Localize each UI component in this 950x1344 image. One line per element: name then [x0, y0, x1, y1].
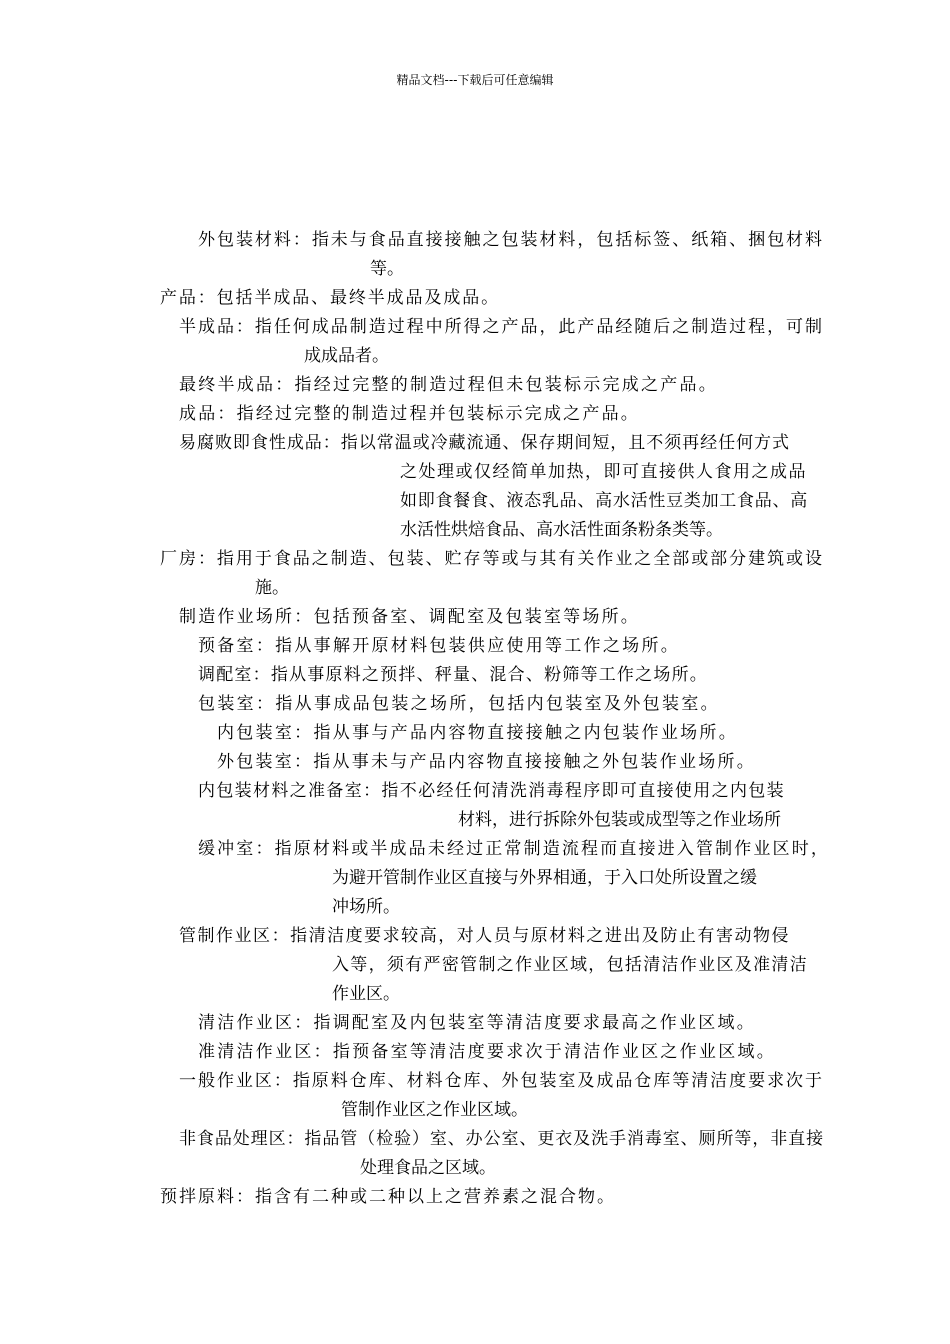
definition-entry: [217, 748, 756, 777]
definition-entry: [179, 922, 808, 1009]
definition-entry: [198, 661, 708, 690]
definition-entry: [198, 632, 680, 661]
definition-entry: [160, 545, 824, 603]
definition-continuation-line: 等。: [370, 259, 404, 279]
definition-line: 一般作业区：指原料仓库、材料仓库、外包装室及成品仓库等清洁度要求次于: [179, 1071, 824, 1091]
definition-entry: [198, 226, 824, 284]
definition-entry: [198, 835, 830, 922]
definition-entry: [217, 719, 738, 748]
definition-continuation-line: 管制作业区之作业区域。: [341, 1100, 528, 1120]
definition-continuation-line: 为避开管制作业区直接与外界相通，于入口处所设置之缓: [332, 868, 757, 888]
definition-entry: [179, 603, 640, 632]
definition-continuation-line: 处理食品之区域。: [360, 1158, 496, 1178]
definition-line: 预拌原料：指含有二种或二种以上之营养素之混合物。: [160, 1187, 616, 1207]
definition-entry: [179, 313, 824, 371]
definition-line: 内包装室：指从事与产品内容物直接接触之内包装作业场所。: [217, 723, 738, 743]
definition-line: 包装室：指从事成品包装之场所，包括内包装室及外包装室。: [198, 694, 720, 714]
definition-line: 制造作业场所：包括预备室、调配室及包装室等场所。: [179, 607, 640, 627]
definition-line: 成品：指经过完整的制造过程并包装标示完成之产品。: [179, 404, 640, 424]
definition-entry: [179, 429, 808, 545]
definition-line: 半成品：指任何成品制造过程中所得之产品，此产品经随后之制造过程，可制: [179, 317, 824, 337]
definition-continuation-line: 如即食餐食、液态乳品、高水活性豆类加工食品、高: [400, 491, 808, 511]
definition-line: 最终半成品：指经过完整的制造过程但未包装标示完成之产品。: [179, 375, 718, 395]
definition-line: 外包装室：指从事未与产品内容物直接接触之外包装作业场所。: [217, 752, 756, 772]
definition-entry: [179, 400, 640, 429]
definition-continuation-line: 水活性烘焙食品、高水活性面条粉条类等。: [400, 520, 723, 540]
definition-entry: [179, 371, 718, 400]
definition-line: 调配室：指从事原料之预拌、秤量、混合、粉筛等工作之场所。: [198, 665, 708, 685]
definition-entry: [179, 1125, 824, 1183]
definition-entry: [160, 284, 500, 313]
definition-line: 缓冲室：指原材料或半成品未经过正常制造流程而直接进入管制作业区时，: [198, 839, 830, 859]
definition-entry: [198, 1038, 776, 1067]
definition-continuation-line: 之处理或仅经简单加热，即可直接供人食用之成品: [400, 462, 807, 482]
definition-line: 外包装材料：指未与食品直接接触之包装材料，包括标签、纸箱、捆包材料: [198, 230, 824, 250]
definition-line: 管制作业区：指清洁度要求较高，对人员与原材料之进出及防止有害动物侵: [179, 926, 790, 946]
definition-line: 非食品处理区：指品管（检验）室、办公室、更衣及洗手消毒室、厕所等，非直接: [179, 1129, 824, 1149]
definition-entry: [198, 1009, 756, 1038]
definition-line: 预备室：指从事解开原材料包装供应使用等工作之场所。: [198, 636, 680, 656]
definition-continuation-line: 作业区。: [332, 984, 400, 1004]
definition-entry: [198, 690, 720, 719]
definition-continuation-line: 冲场所。: [332, 897, 400, 917]
definition-entry: [179, 1067, 824, 1125]
definition-line: 准清洁作业区：指预备室等清洁度要求次于清洁作业区之作业区域。: [198, 1042, 776, 1062]
definition-continuation-line: 施。: [255, 578, 289, 598]
page-header: 精品文档---下载后可任意编辑: [396, 73, 554, 87]
definition-entry: [160, 1183, 616, 1212]
definition-line: 产品：包括半成品、最终半成品及成品。: [160, 288, 500, 308]
definition-continuation-line: 成成品者。: [304, 346, 389, 366]
definition-line: 易腐败即食性成品：指以常温或冷藏流通、保存期间短，且不须再经任何方式: [179, 433, 790, 453]
definition-line: 厂房：指用于食品之制造、包装、贮存等或与其有关作业之全部或部分建筑或设: [160, 549, 824, 569]
definition-continuation-line: 材料，进行拆除外包装或成型等之作业场所: [458, 810, 781, 830]
definition-line: 清洁作业区：指调配室及内包装室等清洁度要求最高之作业区域。: [198, 1013, 756, 1033]
definition-entry: [198, 777, 785, 835]
definition-line: 内包装材料之准备室：指不必经任何清洗消毒程序即可直接使用之内包装: [198, 781, 785, 801]
definition-continuation-line: 入等，须有严密管制之作业区域，包括清洁作业区及准清洁: [332, 955, 808, 975]
